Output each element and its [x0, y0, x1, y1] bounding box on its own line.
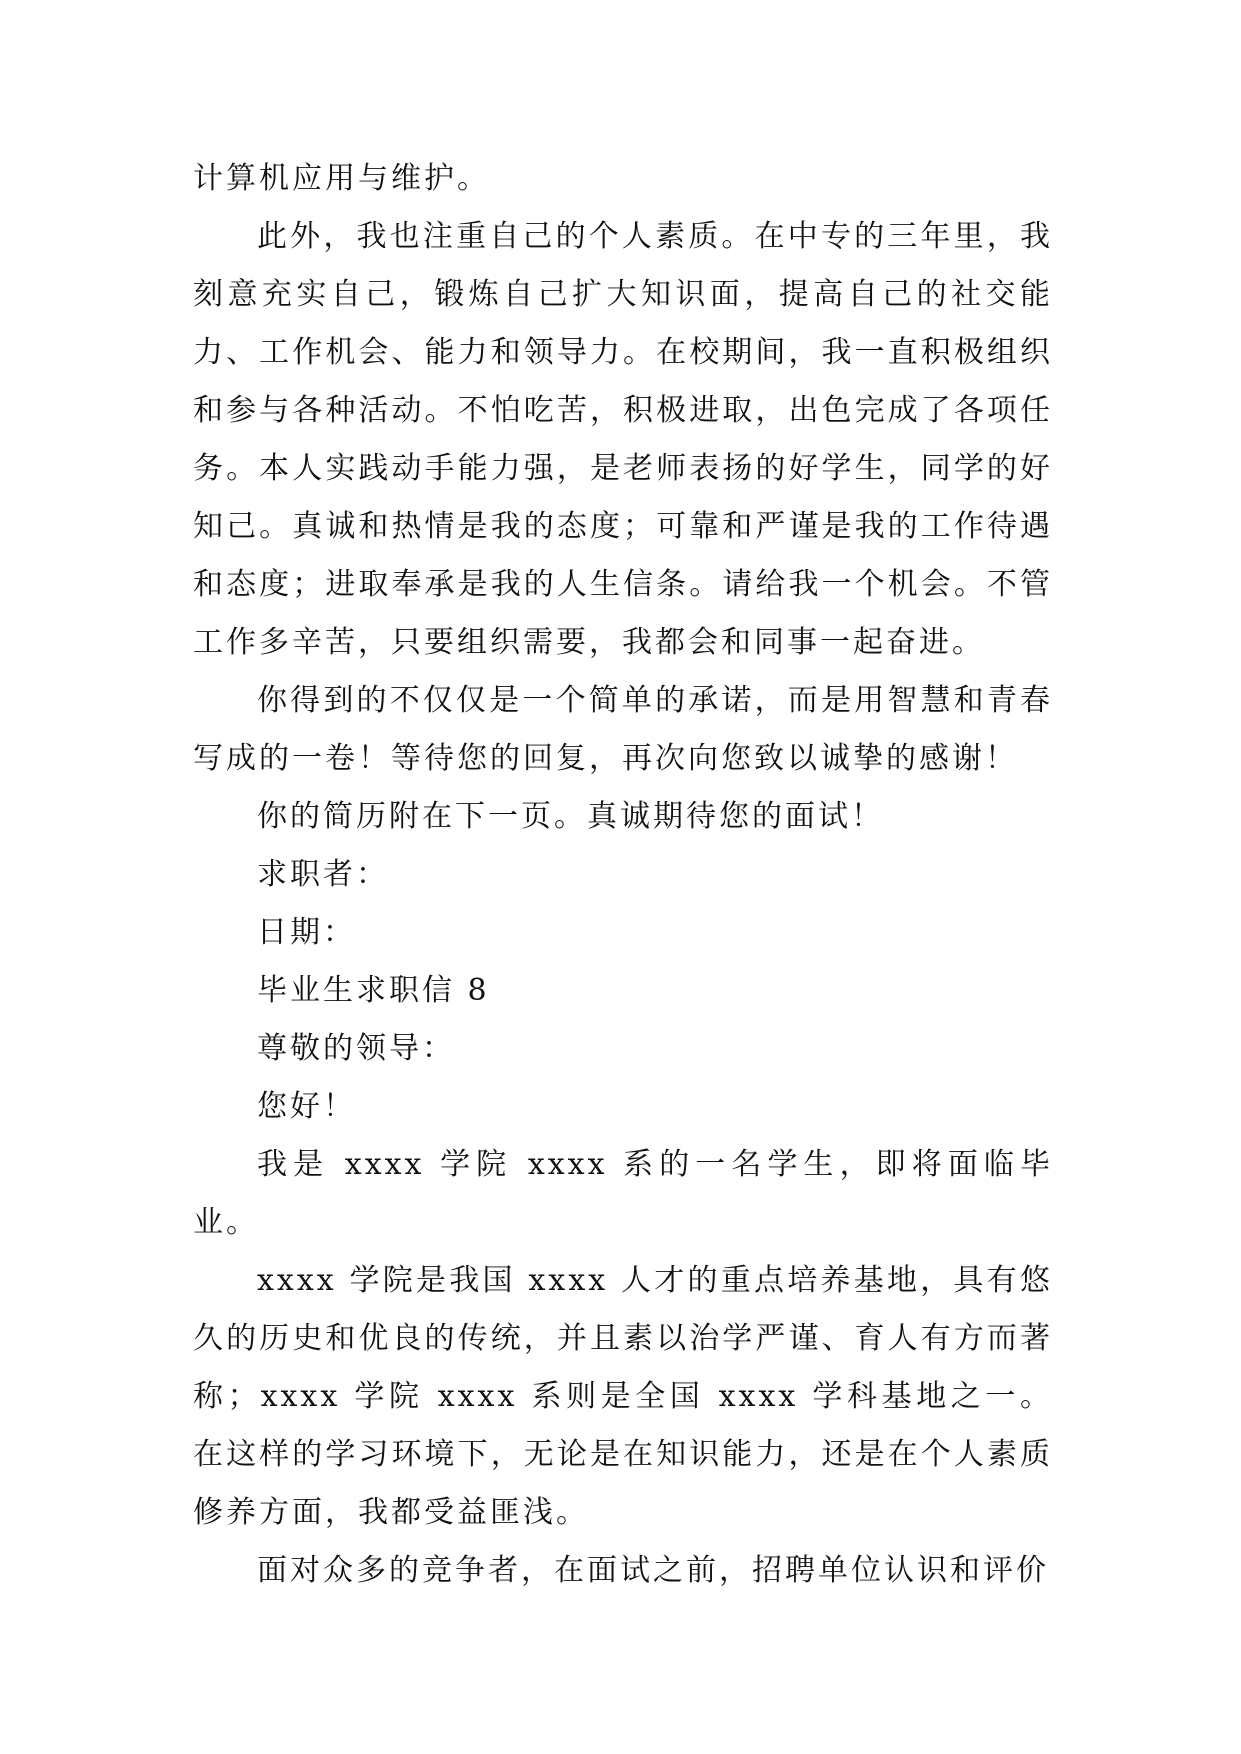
applicant-line: 求职者： [257, 857, 389, 892]
salutation: 尊敬的领导： [257, 1031, 455, 1066]
document-body [193, 150, 1053, 1600]
section-heading: 毕业生求职信 8 [257, 973, 490, 1008]
paragraph-11: xxxx 学院是我国 xxxx 人才的重点培养基地，具有悠久的历史和优良的传统，并且素以治学严谨、育人有方而著称；xxxx 学院 xxxx 系则是全国 xxxx 学科基地之一。在这样的学习环境下，无论是在知识能力，还是在个人素质修养方面，我都受益匪浅。 [193, 1263, 1053, 1530]
date-line: 日期： [257, 915, 356, 950]
greeting: 您好！ [257, 1089, 356, 1124]
paragraph-12: 面对众多的竞争者，在面试之前，招聘单位认识和评价 [257, 1553, 1049, 1588]
paragraph-4: 你的简历附在下一页。真诚期待您的面试！ [257, 799, 884, 834]
paragraph-3: 你得到的不仅仅是一个简单的承诺，而是用智慧和青春写成的一卷！等待您的回复，再次向您致以诚挚的感谢！ [193, 683, 1053, 776]
paragraph-2: 此外，我也注重自己的个人素质。在中专的三年里，我刻意充实自己，锻炼自己扩大知识面，提高自己的社交能力、工作机会、能力和领导力。在校期间，我一直积极组织和参与各种活动。不怕吃苦，积极进取，出色完成了各项任务。本人实践动手能力强，是老师表扬的好学生，同学的好知己。真诚和热情是我的态度；可靠和严谨是我的工作待遇和态度；进取奉承是我的人生信条。请给我一个机会。不管工作多辛苦，只要组织需要，我都会和同事一起奋进。 [193, 219, 1053, 660]
paragraph-1: 计算机应用与维护。 [193, 161, 490, 196]
paragraph-10: 我是 xxxx 学院 xxxx 系的一名学生，即将面临毕业。 [193, 1147, 1053, 1240]
